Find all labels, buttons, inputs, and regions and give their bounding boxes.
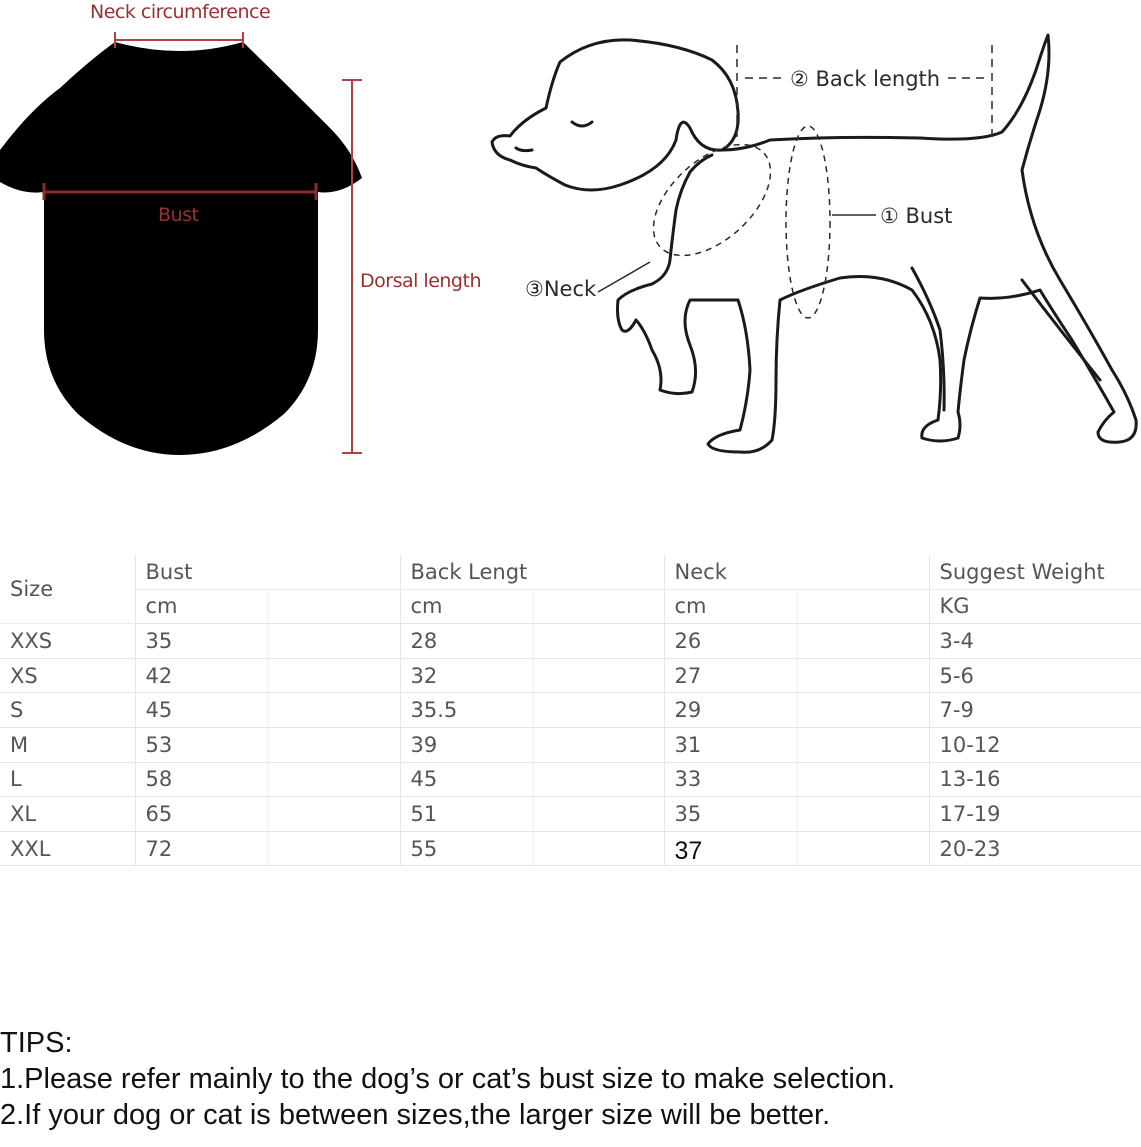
neck-cell — [664, 831, 797, 866]
dorsal-length-label: Dorsal length — [360, 270, 481, 292]
weight-cell: 20-23 — [929, 831, 1141, 866]
weight-cell: 17-19 — [929, 797, 1141, 832]
neck-value-xxl: 37 — [674, 837, 703, 866]
table-row — [0, 624, 1141, 659]
neck-cell: 35 — [664, 797, 797, 832]
dog-diagram — [480, 25, 1141, 465]
back-cell: 28 — [400, 624, 533, 659]
header-row — [0, 555, 1141, 589]
bust-cell: 35 — [135, 624, 268, 659]
unit-neck: cm — [664, 589, 797, 624]
tips-section — [0, 1025, 895, 1133]
back-cell: 51 — [400, 797, 533, 832]
neck-measure-ring — [633, 123, 791, 276]
bust-cell: 45 — [135, 693, 268, 728]
garment-silhouette — [0, 42, 362, 455]
size-cell: XXS — [0, 624, 135, 659]
dog-neck-label: ③Neck — [525, 277, 597, 301]
table-row — [0, 797, 1141, 832]
back-cell: 39 — [400, 727, 533, 762]
table-row — [0, 831, 1141, 866]
header-size: Size — [0, 555, 135, 624]
weight-cell: 13-16 — [929, 762, 1141, 797]
neck-cell: 33 — [664, 762, 797, 797]
back-cell: 35.5 — [400, 693, 533, 728]
weight-cell: 3-4 — [929, 624, 1141, 659]
bust-cell: 42 — [135, 658, 268, 693]
table-row — [0, 762, 1141, 797]
back-cell: 45 — [400, 762, 533, 797]
size-cell: XL — [0, 797, 135, 832]
dog-bust-label: ① Bust — [880, 204, 953, 228]
dog-head-outline — [492, 40, 738, 190]
header-neck: Neck — [664, 555, 929, 589]
tip-2: 2.If your dog or cat is between sizes,the larger size will be better. — [0, 1099, 831, 1131]
garment-diagram — [0, 0, 500, 470]
unit-weight: KG — [929, 589, 1141, 624]
table-row — [0, 658, 1141, 693]
dog-body-outline — [618, 35, 1137, 452]
back-length-label: ② Back length — [790, 67, 941, 91]
bust-cell: 72 — [135, 831, 268, 866]
back-cell: 32 — [400, 658, 533, 693]
tips-title: TIPS: — [0, 1027, 73, 1059]
bust-cell: 65 — [135, 797, 268, 832]
unit-back: cm — [400, 589, 533, 624]
bust-cell: 53 — [135, 727, 268, 762]
table-row — [0, 693, 1141, 728]
weight-cell: 5-6 — [929, 658, 1141, 693]
header-back-length: Back Lengt — [400, 555, 664, 589]
size-cell: L — [0, 762, 135, 797]
size-cell: M — [0, 727, 135, 762]
table-row — [0, 727, 1141, 762]
neck-cell: 26 — [664, 624, 797, 659]
neck-cell: 29 — [664, 693, 797, 728]
neck-cell: 31 — [664, 727, 797, 762]
header-bust: Bust — [135, 555, 400, 589]
bust-label: Bust — [158, 204, 199, 226]
neck-cell: 27 — [664, 658, 797, 693]
size-cell: XS — [0, 658, 135, 693]
neck-circumference-label: Neck circumference — [90, 1, 271, 23]
unit-bust: cm — [135, 589, 268, 624]
size-chart-table — [0, 555, 1141, 866]
tip-1: 1.Please refer mainly to the dog’s or cat’s bust size to make selection. — [0, 1063, 896, 1095]
size-cell: S — [0, 693, 135, 728]
weight-cell: 10-12 — [929, 727, 1141, 762]
unit-row — [0, 589, 1141, 624]
back-cell: 55 — [400, 831, 533, 866]
size-cell: XXL — [0, 831, 135, 866]
bust-cell: 58 — [135, 762, 268, 797]
header-suggest-weight: Suggest Weight — [929, 555, 1141, 589]
weight-cell: 7-9 — [929, 693, 1141, 728]
